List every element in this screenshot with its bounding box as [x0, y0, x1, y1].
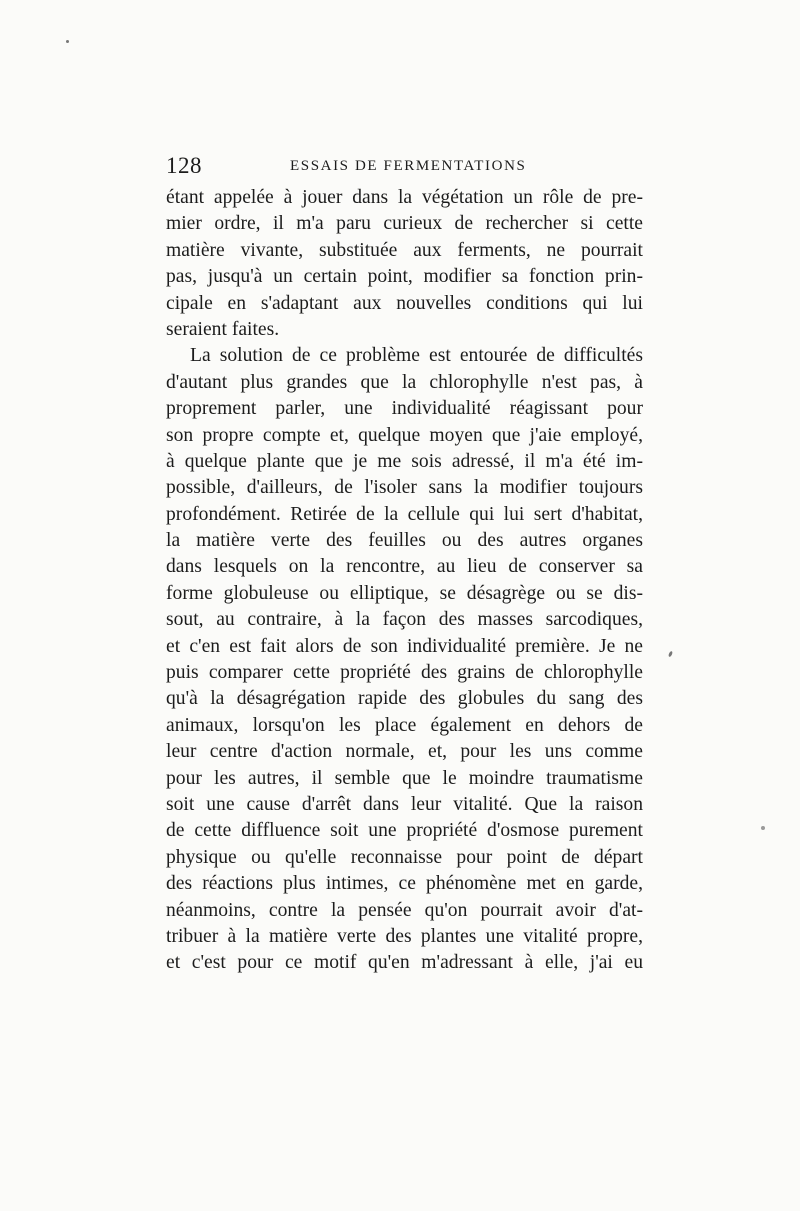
- text-line: et c'est pour ce motif qu'en m'adressant à elle, j'ai eu: [166, 952, 643, 974]
- text-line: profondément. Retirée de la cellule qui lui sert d'habitat,: [166, 503, 643, 525]
- text-line: d'autant plus grandes que la chlorophylle n'est pas, à: [166, 371, 643, 393]
- text-line: animaux, lorsqu'on les place également en dehors de: [166, 714, 643, 736]
- scan-speck: [66, 40, 69, 43]
- text-line: pour les autres, il semble que le moindre traumatisme: [166, 767, 643, 789]
- text-line: de cette diffluence soit une propriété d'osmose purement: [166, 820, 643, 842]
- text-line: dans lesquels on la rencontre, au lieu de conserver sa: [166, 556, 643, 578]
- text-line: des réactions plus intimes, ce phénomène met en garde,: [166, 873, 643, 895]
- text-line: proprement parler, une individualité réagissant pour: [166, 398, 643, 420]
- text-line: étant appelée à jouer dans la végétation un rôle de pre-: [166, 187, 643, 208]
- text-line: la matière verte des feuilles ou des autres organes: [166, 530, 643, 552]
- page-header: [166, 153, 643, 183]
- text-line: matière vivante, substituée aux ferments, ne pourrait: [166, 239, 643, 261]
- text-line: à quelque plante que je me sois adressé, il m'a été im-: [166, 450, 643, 472]
- text-line: mier ordre, il m'a paru curieux de rechercher si cette: [166, 213, 643, 235]
- text-line: physique ou qu'elle reconnaisse pour point de départ: [166, 846, 643, 868]
- scan-speck: [761, 826, 765, 830]
- text-line: possible, d'ailleurs, de l'isoler sans la modifier toujours: [166, 477, 643, 499]
- text-line: cipale en s'adaptant aux nouvelles conditions qui lui: [166, 292, 643, 314]
- text-line: et c'en est fait alors de son individualité première. Je ne: [166, 635, 643, 657]
- body-text: [166, 185, 643, 977]
- text-line: pas, jusqu'à un certain point, modifier sa fonction prin-: [166, 266, 643, 288]
- page-number: 128: [166, 153, 202, 178]
- scan-speck: [668, 651, 673, 658]
- running-title: ESSAIS DE FERMENTATIONS: [290, 158, 527, 174]
- text-line: puis comparer cette propriété des grains de chlorophylle: [166, 662, 643, 684]
- text-line: La solution de ce problème est entourée de difficultés: [190, 345, 643, 367]
- text-line: néanmoins, contre la pensée qu'on pourrait avoir d'at-: [166, 899, 643, 921]
- text-line: qu'à la désagrégation rapide des globules du sang des: [166, 688, 643, 710]
- text-line: leur centre d'action normale, et, pour les uns comme: [166, 741, 643, 763]
- text-line: forme globuleuse ou elliptique, se désagrège ou se dis-: [166, 582, 643, 604]
- text-line: seraient faites.: [166, 318, 280, 340]
- text-line: tribuer à la matière verte des plantes une vitalité propre,: [166, 925, 643, 947]
- text-line: sout, au contraire, à la façon des masses sarcodiques,: [166, 609, 643, 631]
- text-line: son propre compte et, quelque moyen que j'aie employé,: [166, 424, 643, 446]
- text-line: soit une cause d'arrêt dans leur vitalité. Que la raison: [166, 793, 643, 815]
